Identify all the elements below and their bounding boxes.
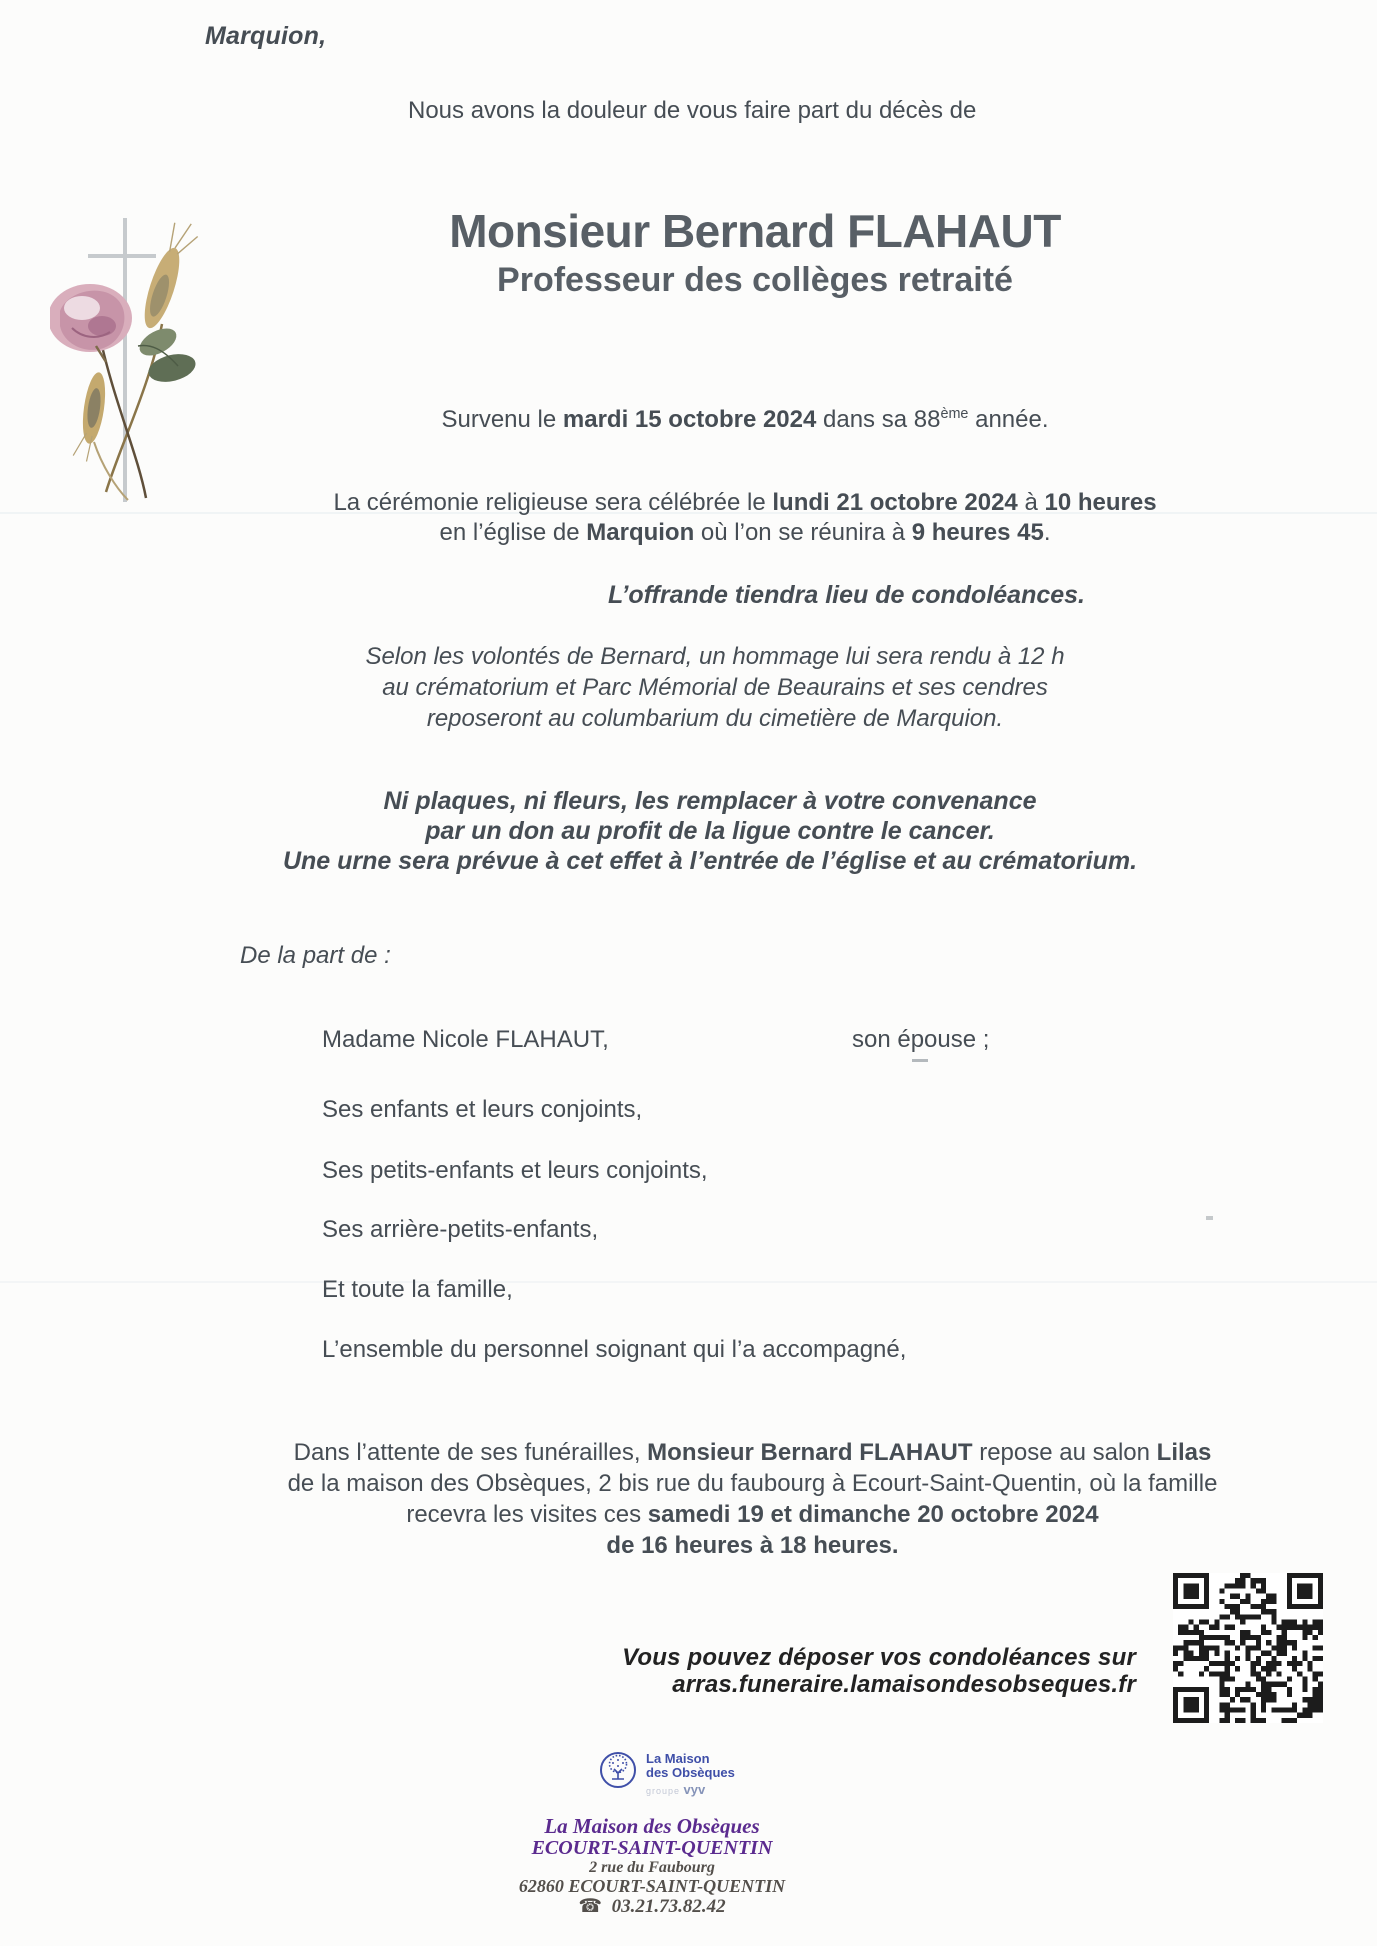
death-date-line: Survenu le mardi 15 octobre 2024 dans sa 88ème année. (441, 406, 1049, 433)
family-member: Ses enfants et leurs conjoints, (322, 1096, 643, 1123)
offering-line: L’offrande tiendra lieu de condoléances. (608, 581, 1085, 609)
visit-hours: de 16 heures à 18 heures. (606, 1532, 899, 1559)
wheat-ear (73, 370, 109, 462)
funeral-home-city: ECOURT-SAINT-QUENTIN (531, 1837, 773, 1859)
ceremony-church: Marquion (586, 519, 695, 546)
funeral-home-postal-city: 62860 ECOURT-SAINT-QUENTIN (518, 1876, 786, 1896)
deceased-name-inline: Monsieur Bernard FLAHAUT (647, 1439, 973, 1466)
from-label: De la part de : (240, 942, 391, 969)
family-member: L’ensemble du personnel soignant qui l’a accompagné, (322, 1336, 907, 1363)
scan-artifact-dash (912, 1059, 928, 1062)
funeral-home-details (452, 1815, 852, 1917)
death-date: mardi 15 octobre 2024 (562, 406, 817, 433)
visits-paragraph: Dans l’attente de ses funérailles, Monsieur Bernard FLAHAUT repose au salon Lilas de la maison des Obsèques, 2 bis rue du faubourg à Ecourt-Saint-Quentin, où la famille recevra les visites ces samedi 19 et dimanche 20 octobre 2024 de 16 heures à 18 heures. (287, 1439, 1218, 1559)
deceased-name: Monsieur Bernard FLAHAUT (449, 205, 1061, 257)
qr-code (1173, 1573, 1323, 1723)
ceremony-time: 10 heures (1044, 489, 1157, 516)
salon-name: Lilas (1156, 1439, 1212, 1466)
phone-number: 03.21.73.82.42 (611, 1896, 726, 1917)
deceased-profession: Professeur des collèges retraité (497, 261, 1013, 299)
cross-icon (123, 218, 127, 502)
family-member: Madame Nicole FLAHAUT, (322, 1026, 609, 1053)
donation-paragraph: Ni plaques, ni fleurs, les remplacer à votre convenance par un don au profit de la ligue contre le cancer. Une urne sera prévue à cet effet à l’entrée de l’église et au crématorium. (282, 787, 1138, 875)
ceremony-paragraph: La cérémonie religieuse sera célébrée le lundi 21 octobre 2024 à 10 heures en l’église de Marquion où l’on se réunira à 9 heures 45. (333, 489, 1157, 546)
rose-flower (50, 284, 132, 362)
condolences-note: Vous pouvez déposer vos condoléances sur arras.funeraire.lamaisondesobseques.fr (622, 1644, 1136, 1698)
ceremony-date: lundi 21 octobre 2024 (772, 489, 1018, 516)
leaves (135, 323, 198, 387)
funeral-home-street: 2 rue du Faubourg (589, 1859, 715, 1876)
intro-line: Nous avons la douleur de vous faire part du décès de (408, 97, 977, 124)
city-line: Marquion, (205, 22, 327, 50)
funeral-home-phone-line (452, 1896, 852, 1917)
visit-dates: samedi 19 et dimanche 20 octobre 2024 (647, 1501, 1099, 1528)
family-member: Ses arrière-petits-enfants, (322, 1216, 599, 1243)
gathering-time: 9 heures 45 (911, 519, 1044, 546)
family-relation: son épouse ; (852, 1026, 990, 1053)
phone-icon: ☎ (578, 1895, 603, 1917)
vyv-group-mark: vyv (683, 1782, 706, 1797)
funeral-home-logo: La Maison des Obsèques groupe vyv (596, 1744, 796, 1804)
tree-logo-icon (596, 1748, 640, 1792)
scan-artifact-line (0, 1281, 1377, 1283)
funeral-home-name: La Maison des Obsèques (544, 1814, 760, 1838)
condolences-url: arras.funeraire.lamaisondesobseques.fr (672, 1671, 1136, 1698)
family-member: Ses petits-enfants et leurs conjoints, (322, 1157, 708, 1184)
family-member: Et toute la famille, (322, 1276, 513, 1303)
scan-artifact-dot (1206, 1216, 1213, 1220)
tribute-paragraph: Selon les volontés de Bernard, un hommage lui sera rendu à 12 h au crématorium et Parc Mémorial de Beaurains et ses cendres reposeront au columbarium du cimetière de Marquion. (365, 643, 1065, 732)
